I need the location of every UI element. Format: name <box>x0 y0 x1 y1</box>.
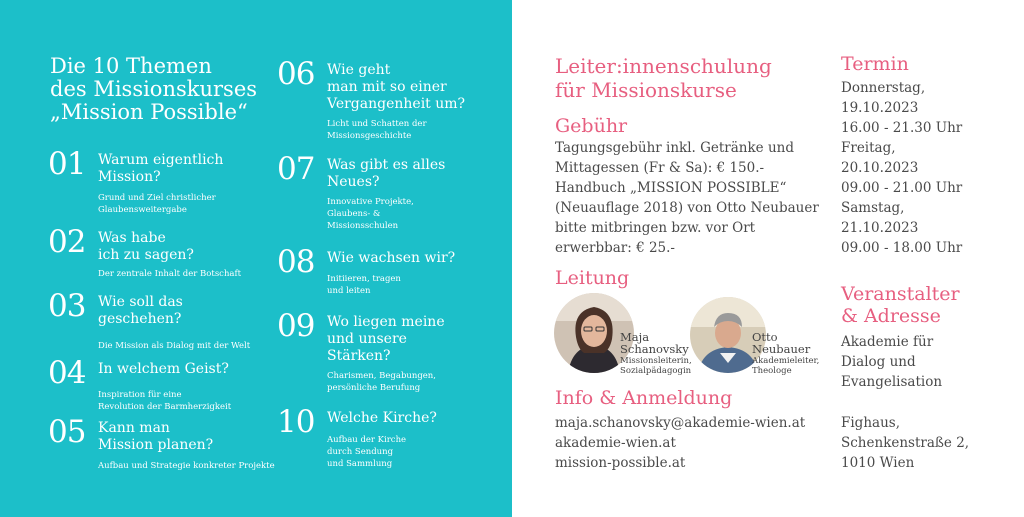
topic-title: Wie wachsen wir? <box>327 250 456 266</box>
topic-title: Wie soll das geschehen? <box>98 294 183 327</box>
course-title: Leiter:innenschulung für Missionskurse <box>555 54 772 102</box>
topic-title: Was habe ich zu sagen? <box>98 230 194 263</box>
website-link[interactable]: mission-possible.at <box>555 455 686 471</box>
topic-subtitle: Inspiration für eine Revolution der Barmherzigkeit <box>98 390 232 412</box>
topic-number: 05 <box>48 414 86 450</box>
dates-heading: Termin <box>841 53 909 75</box>
topics-heading: Die 10 Themen des Missionskurses „Mission Possible“ <box>50 54 258 124</box>
topic-number: 02 <box>48 224 86 260</box>
topic-subtitle: Die Mission als Dialog mit der Welt <box>98 341 251 351</box>
topic-subtitle: Charismen, Begabungen, persönliche Berufung <box>327 371 436 393</box>
topic-title: In welchem Geist? <box>98 361 229 377</box>
organizer-text: Akademie für Dialog und Evangelisation <box>841 334 943 390</box>
person-name: Otto Neubauer <box>752 330 811 356</box>
topic-number: 03 <box>48 288 86 324</box>
topic-number: 09 <box>277 308 315 344</box>
topic-number: 04 <box>48 355 86 391</box>
topic-subtitle: Licht und Schatten der Missionsgeschichte <box>327 119 427 141</box>
topic-number: 01 <box>48 146 86 182</box>
topic-title: Kann man Mission planen? <box>98 420 214 453</box>
dates-text: Donnerstag, 19.10.2023 16.00 - 21.30 Uhr Freitag, 20.10.2023 09.00 - 21.00 Uhr Samstag, 21.10.2023 09.00 - 18.00 Uhr <box>841 80 963 256</box>
organizer-heading: Veranstalter & Adresse <box>841 283 960 327</box>
topic-subtitle: Aufbau der Kirche durch Sendung und Sammlung <box>327 435 407 469</box>
topic-subtitle: Innovative Projekte, Glaubens- & Missionsschulen <box>327 197 414 231</box>
topic-number: 10 <box>277 404 315 440</box>
course-info-panel <box>512 0 1024 517</box>
person-role: Akademieleiter, Theologe <box>752 356 820 376</box>
topic-title: Was gibt es alles Neues? <box>327 157 446 190</box>
topic-title: Wo liegen meine und unsere Stärken? <box>327 314 445 364</box>
topic-subtitle: Grund und Ziel christlicher Glaubensweitergabe <box>98 193 216 215</box>
website-link[interactable]: akademie-wien.at <box>555 435 676 451</box>
fee-text: Tagungsgebühr inkl. Getränke und Mittagessen (Fr & Sa): € 150.- Handbuch „MISSION POSSIBLE“ (Neuauflage 2018) von Otto Neubauer bitte mitbringen bzw. vor Ort erwerbbar: € 25.- <box>555 140 819 256</box>
topic-number: 06 <box>277 56 315 92</box>
topic-number: 08 <box>277 244 315 280</box>
leadership-heading: Leitung <box>555 267 630 289</box>
person-name: Maja Schanovsky <box>620 330 689 356</box>
topic-title: Welche Kirche? <box>327 410 437 426</box>
topic-title: Warum eigentlich Mission? <box>98 152 224 185</box>
fee-heading: Gebühr <box>555 115 628 137</box>
topic-subtitle: Initiieren, tragen und leiten <box>327 274 401 296</box>
topic-title: Wie geht man mit so einer Vergangenheit um? <box>327 62 466 112</box>
contact-info <box>555 413 805 473</box>
organizer-address: Fighaus, Schenkenstraße 2, 1010 Wien <box>841 415 970 471</box>
topic-subtitle: Der zentrale Inhalt der Botschaft <box>98 269 242 279</box>
topic-number: 07 <box>277 151 315 187</box>
email-link[interactable]: maja.schanovsky@akademie-wien.at <box>555 415 806 431</box>
topic-subtitle: Aufbau und Strategie konkreter Projekte <box>98 461 275 471</box>
person-role: Missionsleiterin, Sozialpädagogin <box>620 356 692 376</box>
info-heading: Info & Anmeldung <box>555 387 733 409</box>
